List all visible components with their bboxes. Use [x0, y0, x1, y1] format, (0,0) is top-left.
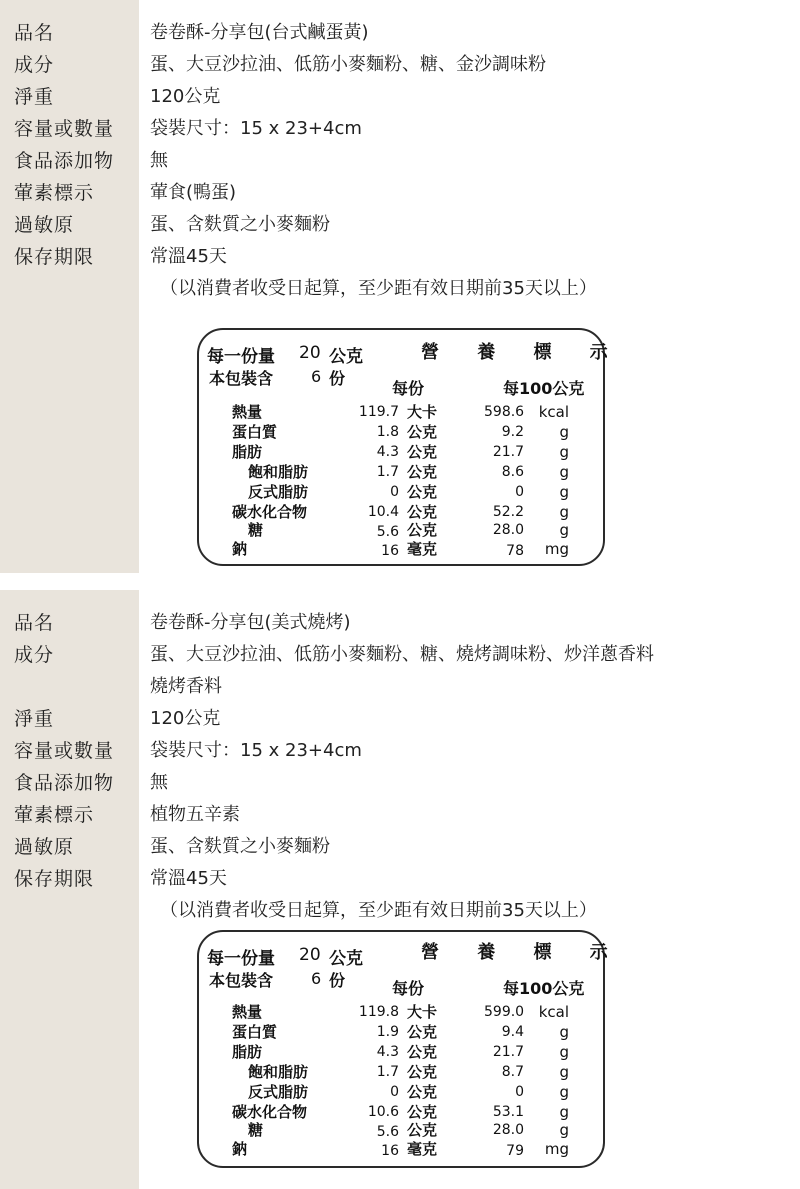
label-capacity: 容量或數量	[14, 740, 115, 762]
serving-label: 每一份量	[207, 347, 275, 367]
nutrient-per-100g: 0	[515, 484, 524, 500]
value-capacity: 袋裝尺寸：15 x 23+4cm	[150, 740, 362, 761]
nutrient-unit: 公克	[407, 1063, 438, 1081]
nutrient-per-serving: 1.8	[376, 424, 399, 440]
serving-label: 每一份量	[207, 949, 275, 969]
nutrient-unit-100g: g	[559, 483, 569, 501]
nutrient-per-serving: 1.9	[376, 1024, 399, 1040]
product-section-1	[0, 0, 800, 573]
nutrition-facts-table	[197, 930, 624, 1168]
pack-value: 6	[311, 969, 322, 988]
serving-unit: 公克	[329, 949, 363, 969]
label-net-weight: 淨重	[14, 86, 55, 108]
nutrient-per-serving: 5.6	[376, 1124, 399, 1140]
label-name: 品名	[14, 22, 55, 44]
nutrient-per-serving: 0	[390, 1084, 399, 1100]
nutrient-name: 碳水化合物	[232, 503, 308, 521]
row-vegetarian	[0, 799, 800, 831]
value-ingredients-line2: 燒烤香料	[150, 676, 222, 697]
row-net-weight	[0, 81, 800, 113]
nutrient-unit-100g: g	[559, 463, 569, 481]
nutrient-unit: 大卡	[407, 403, 438, 421]
nutrient-name: 蛋白質	[232, 1023, 278, 1041]
label-ingredients: 成分	[14, 54, 55, 76]
nutrient-unit: 公克	[407, 443, 438, 461]
value-name: 卷卷酥-分享包(台式鹹蛋黃)	[150, 22, 369, 43]
nutrient-unit-100g: g	[559, 1103, 569, 1121]
nutrient-per-serving: 0	[390, 484, 399, 500]
nutrient-unit: 大卡	[407, 1003, 438, 1021]
nutrient-unit-100g: g	[559, 1083, 569, 1101]
nutrient-unit-100g: kcal	[538, 403, 569, 421]
value-ingredients: 蛋、大豆沙拉油、低筋小麥麵粉、糖、金沙調味粉	[150, 54, 546, 75]
label-shelf-life: 保存期限	[14, 246, 95, 268]
value-shelf-life: 常溫45天	[150, 246, 227, 267]
nutrient-per-100g: 79	[506, 1143, 524, 1159]
nutrient-name: 糖	[248, 1121, 264, 1139]
col-header-per-serving: 每份	[392, 379, 425, 398]
nutrient-per-100g: 21.7	[492, 1044, 524, 1060]
value-vegetarian: 葷食(鴨蛋)	[150, 182, 237, 203]
value-ingredients: 蛋、大豆沙拉油、低筋小麥麵粉、糖、燒烤調味粉、炒洋蔥香料	[150, 644, 654, 665]
nutrient-per-serving: 10.6	[367, 1104, 399, 1120]
nutrient-per-100g: 0	[515, 1084, 524, 1100]
nutrient-per-serving: 1.7	[376, 464, 399, 480]
row-allergen	[0, 831, 800, 863]
nutrient-per-100g: 52.2	[492, 504, 524, 520]
nutrient-per-100g: 53.1	[492, 1104, 524, 1120]
value-net-weight: 120公克	[150, 86, 221, 107]
nutrient-unit: 公克	[407, 483, 438, 501]
nutrient-name: 反式脂肪	[248, 483, 309, 501]
col-header-per-serving: 每份	[392, 979, 425, 998]
nutrient-per-100g: 78	[506, 543, 524, 559]
row-ingredients	[0, 49, 800, 81]
label-capacity: 容量或數量	[14, 118, 115, 140]
value-allergen: 蛋、含麩質之小麥麵粉	[150, 214, 330, 235]
row-vegetarian	[0, 177, 800, 209]
nutrient-name: 鈉	[232, 1140, 248, 1158]
nutrient-unit: 公克	[407, 503, 438, 521]
label-ingredients: 成分	[14, 644, 55, 666]
row-additives	[0, 767, 800, 799]
nutrient-per-serving: 4.3	[376, 1044, 399, 1060]
shelf-life-note: （以消費者收受日起算，至少距有效日期前35天以上）	[160, 900, 597, 921]
row-allergen	[0, 209, 800, 241]
nutrient-name: 熱量	[232, 403, 263, 421]
nutrient-unit: 公克	[407, 1103, 438, 1121]
nutrient-per-serving: 1.7	[376, 1064, 399, 1080]
shelf-life-note: （以消費者收受日起算，至少距有效日期前35天以上）	[160, 278, 597, 299]
nutrient-unit: 公克	[407, 1083, 438, 1101]
nutrient-unit-100g: g	[559, 1063, 569, 1081]
value-additives: 無	[150, 150, 168, 171]
nutrient-per-serving: 16	[381, 1143, 399, 1159]
nutrient-unit-100g: g	[559, 1121, 569, 1139]
row-name	[0, 17, 800, 49]
row-net-weight	[0, 703, 800, 735]
pack-label: 本包裝含	[209, 369, 274, 388]
nutrient-per-100g: 8.6	[501, 464, 524, 480]
pack-unit: 份	[329, 971, 346, 990]
value-capacity: 袋裝尺寸：15 x 23+4cm	[150, 118, 362, 139]
nutrient-per-serving: 119.7	[358, 404, 399, 420]
label-vegetarian: 葷素標示	[14, 804, 95, 826]
nutrient-unit-100g: g	[559, 1023, 569, 1041]
pack-unit: 份	[329, 369, 346, 388]
row-name	[0, 607, 800, 639]
serving-value: 20	[299, 945, 321, 965]
product-section-2	[0, 590, 800, 1189]
nutrient-per-100g: 28.0	[492, 522, 524, 538]
nutrient-unit-100g: g	[559, 521, 569, 539]
nutrient-name: 脂肪	[232, 443, 263, 461]
label-shelf-life: 保存期限	[14, 868, 95, 890]
nutrient-name: 糖	[248, 521, 264, 539]
nutrient-unit-100g: g	[559, 1043, 569, 1061]
nutrient-unit-100g: mg	[544, 1140, 569, 1158]
serving-unit: 公克	[329, 347, 363, 367]
nutrient-per-serving: 5.6	[376, 524, 399, 540]
label-vegetarian: 葷素標示	[14, 182, 95, 204]
serving-value: 20	[299, 343, 321, 363]
nutrient-unit: 公克	[407, 423, 438, 441]
nutrient-name: 熱量	[232, 1003, 263, 1021]
label-allergen: 過敏原	[14, 214, 75, 236]
nutrient-unit: 公克	[407, 1121, 438, 1139]
nutrient-per-serving: 10.4	[367, 504, 399, 520]
nutrient-unit-100g: g	[559, 443, 569, 461]
value-net-weight: 120公克	[150, 708, 221, 729]
value-shelf-life: 常溫45天	[150, 868, 227, 889]
nutrient-per-100g: 9.4	[501, 1024, 524, 1040]
nutrient-per-serving: 16	[381, 543, 399, 559]
value-name: 卷卷酥-分享包(美式燒烤)	[150, 612, 351, 633]
row-capacity	[0, 735, 800, 767]
pack-label: 本包裝含	[209, 971, 274, 990]
col-header-per-100g: 每100公克	[503, 979, 585, 998]
nutrition-facts-table	[197, 328, 624, 566]
nutrient-per-100g: 8.7	[501, 1064, 524, 1080]
row-shelf-life	[0, 241, 800, 273]
label-name: 品名	[14, 612, 55, 634]
nutrient-name: 鈉	[232, 540, 248, 558]
nutrient-unit-100g: g	[559, 423, 569, 441]
nutrient-per-100g: 21.7	[492, 444, 524, 460]
nutrient-unit: 毫克	[407, 1140, 438, 1158]
label-additives: 食品添加物	[14, 150, 115, 172]
value-allergen: 蛋、含麩質之小麥麵粉	[150, 836, 330, 857]
row-ingredients	[0, 639, 800, 671]
value-additives: 無	[150, 772, 168, 793]
nutrient-per-100g: 28.0	[492, 1122, 524, 1138]
nutrient-unit: 公克	[407, 463, 438, 481]
nutrient-name: 反式脂肪	[248, 1083, 309, 1101]
row-additives	[0, 145, 800, 177]
nutrition-title: 營 養 標 示	[421, 342, 624, 363]
nutrient-per-100g: 9.2	[501, 424, 524, 440]
pack-value: 6	[311, 367, 322, 386]
nutrient-per-serving: 4.3	[376, 444, 399, 460]
nutrient-name: 飽和脂肪	[248, 1063, 309, 1081]
nutrient-per-100g: 598.6	[484, 404, 525, 420]
row-shelf-life	[0, 863, 800, 895]
nutrient-unit: 公克	[407, 1023, 438, 1041]
col-header-per-100g: 每100公克	[503, 379, 585, 398]
nutrient-name: 脂肪	[232, 1043, 263, 1061]
label-allergen: 過敏原	[14, 836, 75, 858]
nutrition-title: 營 養 標 示	[421, 942, 624, 963]
label-additives: 食品添加物	[14, 772, 115, 794]
nutrient-name: 碳水化合物	[232, 1103, 308, 1121]
nutrient-per-serving: 119.8	[358, 1004, 399, 1020]
nutrient-name: 蛋白質	[232, 423, 278, 441]
nutrient-unit: 公克	[407, 1043, 438, 1061]
nutrient-unit-100g: g	[559, 503, 569, 521]
nutrient-unit-100g: kcal	[538, 1003, 569, 1021]
value-vegetarian: 植物五辛素	[150, 804, 240, 825]
nutrient-name: 飽和脂肪	[248, 463, 309, 481]
nutrient-unit: 毫克	[407, 540, 438, 558]
nutrient-per-100g: 599.0	[484, 1004, 525, 1020]
label-net-weight: 淨重	[14, 708, 55, 730]
nutrient-unit: 公克	[407, 521, 438, 539]
nutrient-unit-100g: mg	[544, 540, 569, 558]
row-ingredients-cont	[0, 671, 800, 703]
row-capacity	[0, 113, 800, 145]
